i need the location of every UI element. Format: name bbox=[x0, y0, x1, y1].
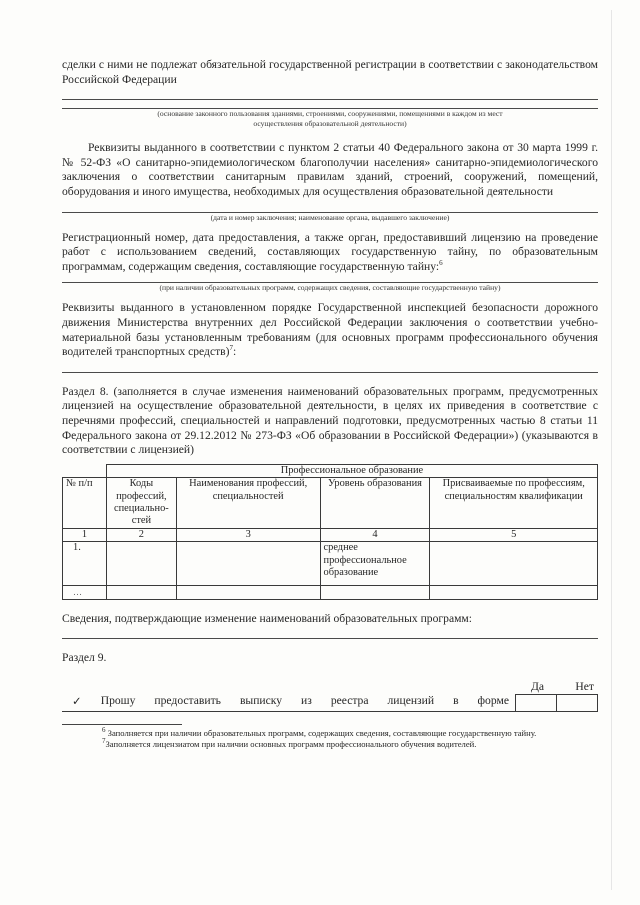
footnote-6: $^6$ Заполняется при наличии образовательных программ, содержащих сведения, составляющие государственную тайну. bbox=[102, 726, 537, 739]
paragraph-confirmation: Сведения, подтверждающие изменение наименований образовательных программ: bbox=[62, 611, 472, 625]
paragraph-registration: сделки с ними не подлежат обязательной государственной регистрации в соответствии с законодательством Российской Федерации bbox=[62, 58, 598, 86]
no-label: Нет bbox=[575, 680, 594, 694]
footnotes bbox=[62, 724, 598, 750]
footnote-separator bbox=[62, 724, 182, 725]
table-header-row bbox=[63, 478, 598, 529]
paragraph-sanitary: Реквизиты выданного в соответствии с пунктом 2 статьи 40 Федерального закона от 30 марта 1999 г. № 52-ФЗ «О санитарно-эпидемиологическом благополучии населения» санитарно-эпидемиологического заключения о соответствии санитарным правилам зданий, строений, сооружений, помещений, оборудования и иного имущества, необходимых для осуществления образовательной деятельности bbox=[62, 141, 598, 198]
header-codes: Коды профессий, специально-стей bbox=[106, 478, 176, 529]
caption-conclusion: (дата и номер заключения; наименование органа, выдавшего заключение) bbox=[210, 212, 450, 222]
paragraph-traffic-inspection: Реквизиты выданного в установленном порядке Государственной инспекцией безопасности дорожного движения Министерства внутренних дел Российской Федерации заключения о соответствии учебно-материальной базы установленным требованиям (для основных программ профессионального обучения водителей транспортных средств)$^7$: bbox=[62, 301, 598, 359]
scan-right-edge bbox=[598, 0, 640, 905]
header-names: Наименования профессий, специальностей bbox=[176, 478, 320, 529]
table-title: Профессиональное образование bbox=[106, 464, 597, 477]
request-extract-row bbox=[62, 694, 598, 712]
caption-state-secret: (при наличии образовательных программ, содержащих сведения, составляющие государственную тайну) bbox=[159, 283, 501, 293]
professional-education-table bbox=[62, 464, 598, 600]
table-row: 1. среднее профессиональное образование bbox=[63, 542, 598, 586]
header-number: № п/п bbox=[63, 478, 107, 529]
header-level: Уровень образования bbox=[320, 478, 430, 529]
caption-basis: (основание законного пользования зданиями, строениями, сооружениями, помещениями в каждом из мест осуществления образовательной деятельности) bbox=[157, 109, 503, 129]
education-level-cell: среднее профессиональное образование bbox=[320, 542, 430, 586]
table-column-numbers: 1 2 3 4 5 bbox=[63, 528, 598, 541]
checkmark-icon: ✓ bbox=[72, 695, 82, 709]
table-row: … bbox=[63, 586, 598, 599]
yes-label: Да bbox=[530, 680, 544, 694]
request-extract-text: ✓ Прошу предоставить выписку из реестра лицензий в форме bbox=[62, 694, 515, 711]
yes-no-header bbox=[62, 678, 598, 694]
paragraph-section-8: Раздел 8. (заполняется в случае изменения наименований образовательных программ, предусмотренных лицензией на осуществление образовательной деятельности, в целях их приведения в соответствие с перечнями профессий, специальностей и направлений подготовки, предусмотренных частью 8 статьи 11 Федерального закона от 29.12.2012 № 273-ФЗ «Об образовании в Российской Федерации») (указываются в соответствии с лицензией) bbox=[62, 384, 598, 457]
header-qualifications: Присваиваемые по профессиям, специальностям квалификации bbox=[430, 478, 598, 529]
footnote-7: $^7$Заполняется лицензиатом при наличии основных программ профессионального обучения водителей. bbox=[102, 737, 477, 750]
yes-checkbox-cell[interactable] bbox=[515, 694, 556, 711]
section-9-heading: Раздел 9. bbox=[62, 651, 107, 665]
no-checkbox-cell[interactable] bbox=[556, 694, 598, 711]
document-page bbox=[62, 58, 598, 750]
paragraph-state-secret: Регистрационный номер, дата предоставления, а также орган, предоставивший лицензию на проведение работ с использованием сведений, составляющих государственную тайну, по образовательным программам, содержащим сведения, составляющие государственную тайну:$^6$ bbox=[62, 230, 598, 273]
